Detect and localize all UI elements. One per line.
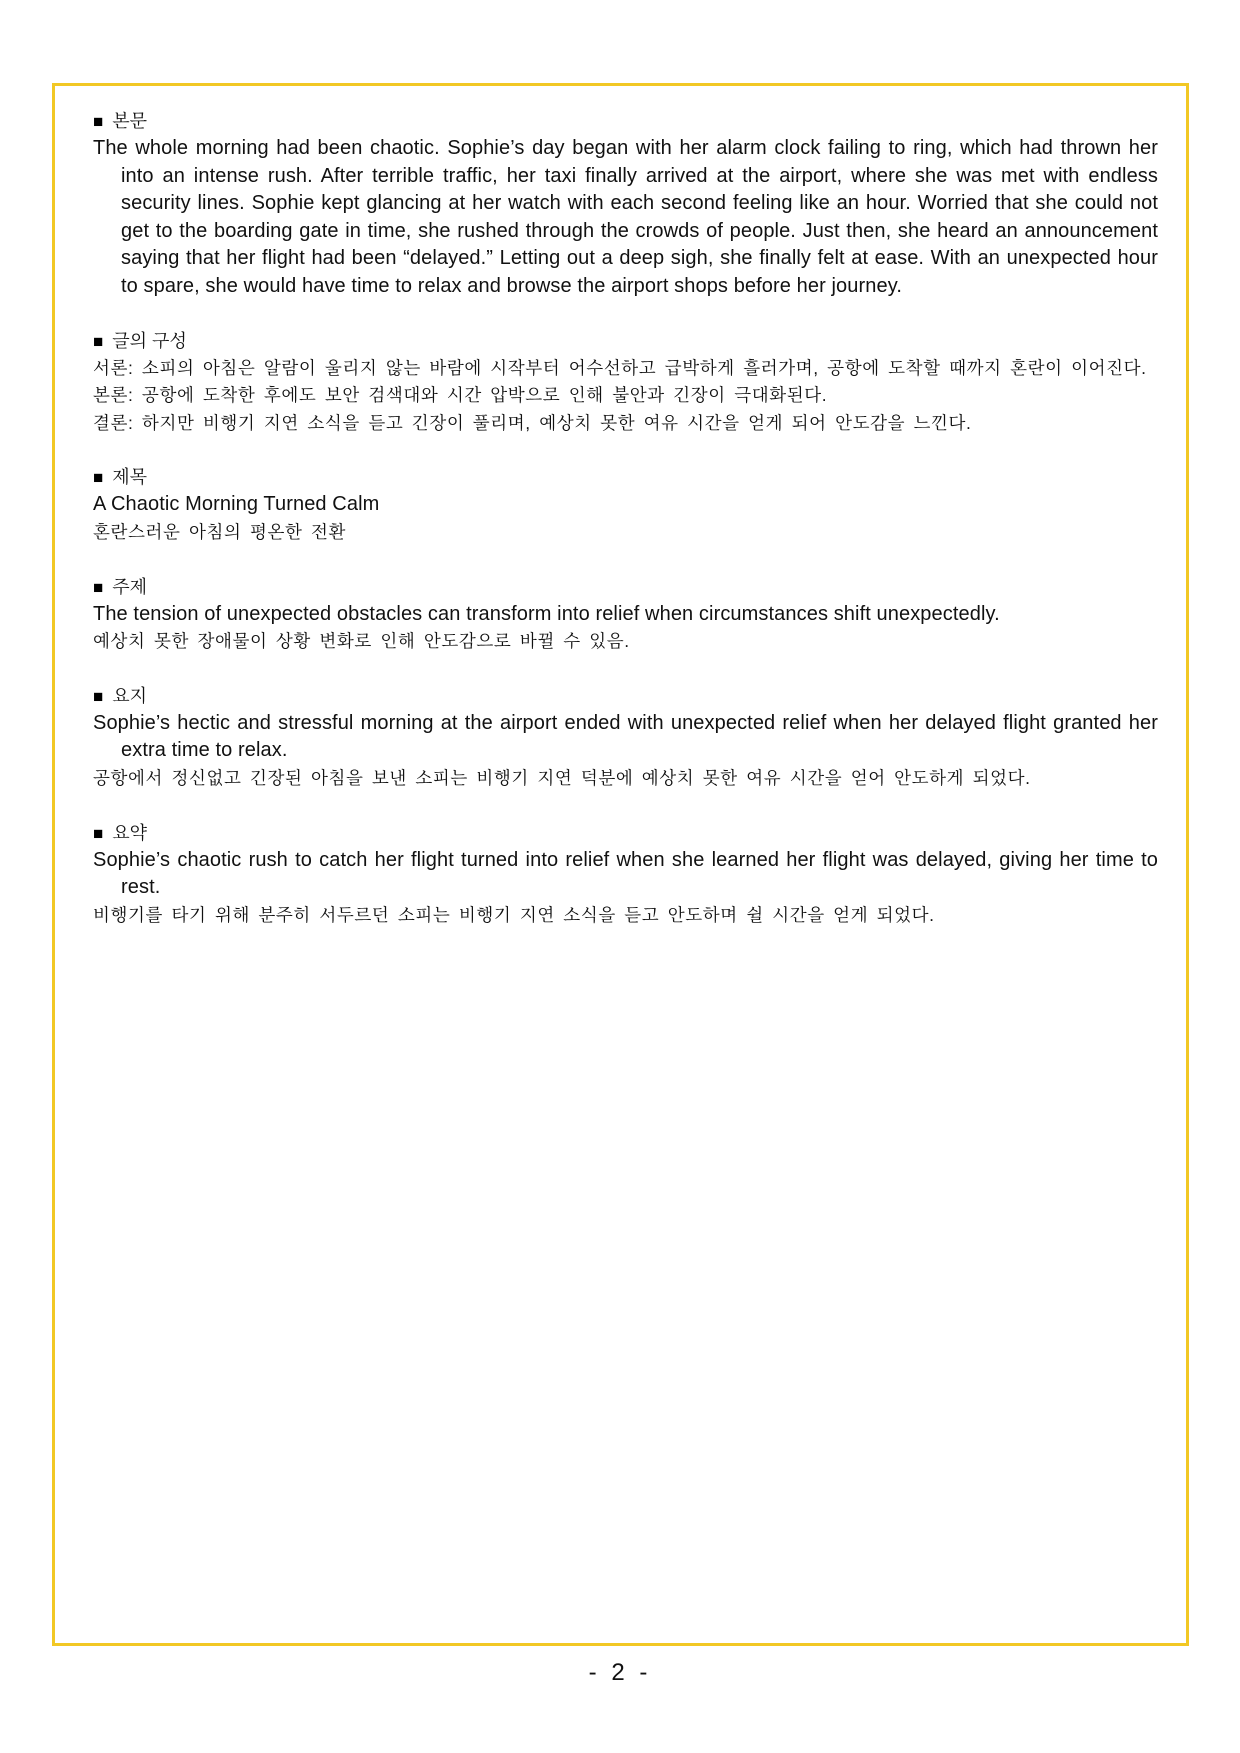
heading-label: 제목 [112,467,148,488]
section-heading [93,574,1158,601]
structure-conclusion: 결론: 하지만 비행기 지연 소식을 듣고 긴장이 풀리며, 예상치 못한 여유 시간을 얻게 되어 안도감을 느낀다. [93,412,972,433]
section-heading [93,683,1158,710]
heading-label: 요지 [112,685,148,706]
heading-label: 요약 [112,822,148,843]
black-square-icon: ■ [93,468,104,488]
section-summary [93,820,1158,930]
heading-label: 주제 [112,576,148,597]
black-square-icon: ■ [93,112,104,131]
summary-korean: 비행기를 타기 위해 분주히 서두르던 소피는 비행기 지연 소식을 듣고 안도하며 쉴 시간을 얻게 되었다. [93,904,935,925]
black-square-icon: ■ [93,823,104,843]
theme-english: The tension of unexpected obstacles can transform into relief when circumstances shift unexpectedly. [93,602,1000,625]
section-structure [93,328,1158,438]
title-english: A Chaotic Morning Turned Calm [93,493,380,516]
section-theme [93,574,1158,656]
structure-intro: 서론: 소피의 아침은 알람이 울리지 않는 바람에 시작부터 어수선하고 급박하게 흘러가며, 공항에 도착할 때까지 혼란이 이어진다. [93,357,1147,378]
heading-label: 글의 구성 [112,330,187,351]
section-heading [93,108,1158,135]
section-body [93,108,1158,301]
summary-english: Sophie’s chaotic rush to catch her flight turned into relief when she learned her flight was delayed, giving her time to rest. [93,848,1158,899]
section-title [93,464,1158,546]
section-gist [93,683,1158,793]
black-square-icon: ■ [93,331,104,351]
black-square-icon: ■ [93,686,104,706]
structure-main: 본론: 공항에 도착한 후에도 보안 검색대와 시간 압박으로 인해 불안과 긴장이 극대화된다. [93,385,828,406]
gist-korean: 공항에서 정신없고 긴장된 아침을 보낸 소피는 비행기 지연 덕분에 예상치 못한 여유 시간을 얻어 안도하게 되었다. [93,767,1031,788]
theme-korean: 예상치 못한 장애물이 상황 변화로 인해 안도감으로 바뀔 수 있음. [93,631,630,652]
heading-label: 본문 [112,111,148,131]
section-heading [93,820,1158,847]
section-heading [93,464,1158,491]
body-text: The whole morning had been chaotic. Sophie’s day began with her alarm clock failing to ring, which had thrown her into an intense rush. After terrible traffic, her taxi finally arrived at the airport, where she was met with endless security lines. Sophie kept glancing at her watch with each second feeling like an hour. Worried that she could not get to the boarding gate in time, she rushed through the crowds of people. Just then, she heard an announcement saying that her flight had been “delayed.” Letting out a deep sigh, she finally felt at ease. With an unexpected hour to spare, she would have time to relax and browse the airport shops before her journey. [93,137,1158,297]
title-korean: 혼란스러운 아침의 평온한 전환 [93,521,346,542]
section-heading [93,328,1158,355]
document-content [93,108,1158,956]
black-square-icon: ■ [93,577,104,597]
page-number: - 2 - [588,1659,652,1686]
gist-english: Sophie’s hectic and stressful morning at the airport ended with unexpected relief when her delayed flight granted her extra time to relax. [93,711,1158,762]
